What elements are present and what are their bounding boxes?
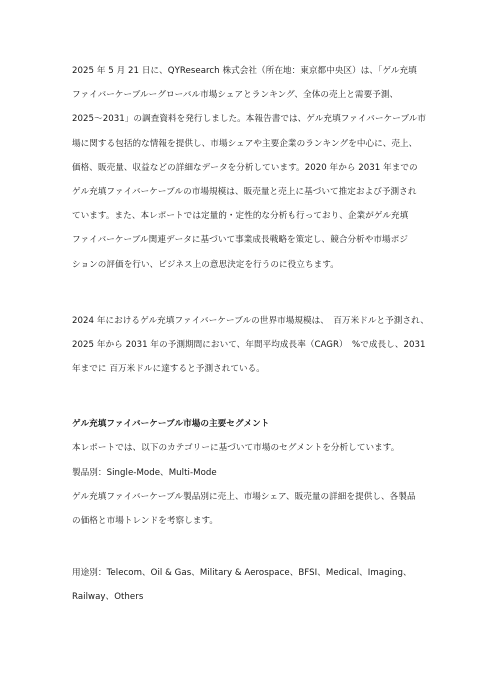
market-size-paragraph (72, 309, 429, 382)
intro-line: 価格、販売量、収益などの詳細なデータを分析しています。2020 年から 2031 年までの (72, 162, 418, 173)
intro-line: 2025 年 5 月 21 日に、QYResearch 株式会社（所在地：東京都中央区）は、「ゲル充填 (72, 66, 417, 76)
intro-line: ファイバーケーブル関連データに基づいて事業成長戦略を策定し、競合分析や市場ポジ (72, 235, 408, 246)
by-application-line: Railway、Others (72, 592, 144, 603)
by-application-line: 用途別：Telecom、Oil & Gas、Military & Aerospace、BFSI、Medical、Imaging、 (72, 568, 412, 578)
product-detail-line: の価格と市場トレンドを考察します。 (72, 516, 219, 527)
intro-line: ゲル充填ファイバーケーブルの市場規模は、販売量と売上に基づいて推定および予測され (72, 186, 417, 197)
intro-line: 2025～2031」の調査資料を発行しました。本報告書では、ゲル充填ファイバーケーブル市 (72, 114, 427, 125)
intro-line: 場に関する包括的な情報を提供し、市場シェアや主要企業のランキングを中心に、売上、 (72, 138, 418, 149)
segments-intro-text: 本レポートでは、以下のカテゴリーに基づいて市場のセグメントを分析しています。 (72, 443, 400, 453)
product-detail-line: ゲル充填ファイバーケーブル製品別に売上、市場シェア、販売量の詳細を提供し、各製品 (72, 492, 416, 502)
intro-line: ています。また、本レポートでは定量的・定性的な分析も行っており、企業がゲル充填 (72, 211, 409, 222)
product-detail-paragraph (72, 485, 416, 533)
segments-by-application (72, 561, 412, 609)
intro-paragraph (72, 59, 427, 277)
market-size-line: 2024 年におけるゲル充填ファイバーケーブルの世界市場規模は、 百万米ドルと予測され、 (72, 316, 429, 326)
segments-heading-text: ゲル充填ファイバーケーブル市場の主要セグメント (72, 419, 270, 429)
intro-line: ションの評価を行い、ビジネス上の意思決定を行うのに役立ちます。 (72, 259, 339, 270)
by-product-text: 製品別：Single-Mode、Multi-Mode (72, 468, 217, 478)
market-size-line: 2025 年から 2031 年の予測期間において、年間平均成長率（CAGR） %で成長し、2031 (72, 340, 426, 351)
segments-by-product (72, 461, 412, 485)
segments-intro (72, 436, 412, 460)
intro-line: ファイバーケーブルーグローバル市場シェアとランキング、全体の売上と需要予測、 (72, 90, 399, 101)
market-size-line: 年までに 百万米ドルに達すると予測されている。 (72, 364, 265, 375)
segments-heading (72, 412, 412, 436)
